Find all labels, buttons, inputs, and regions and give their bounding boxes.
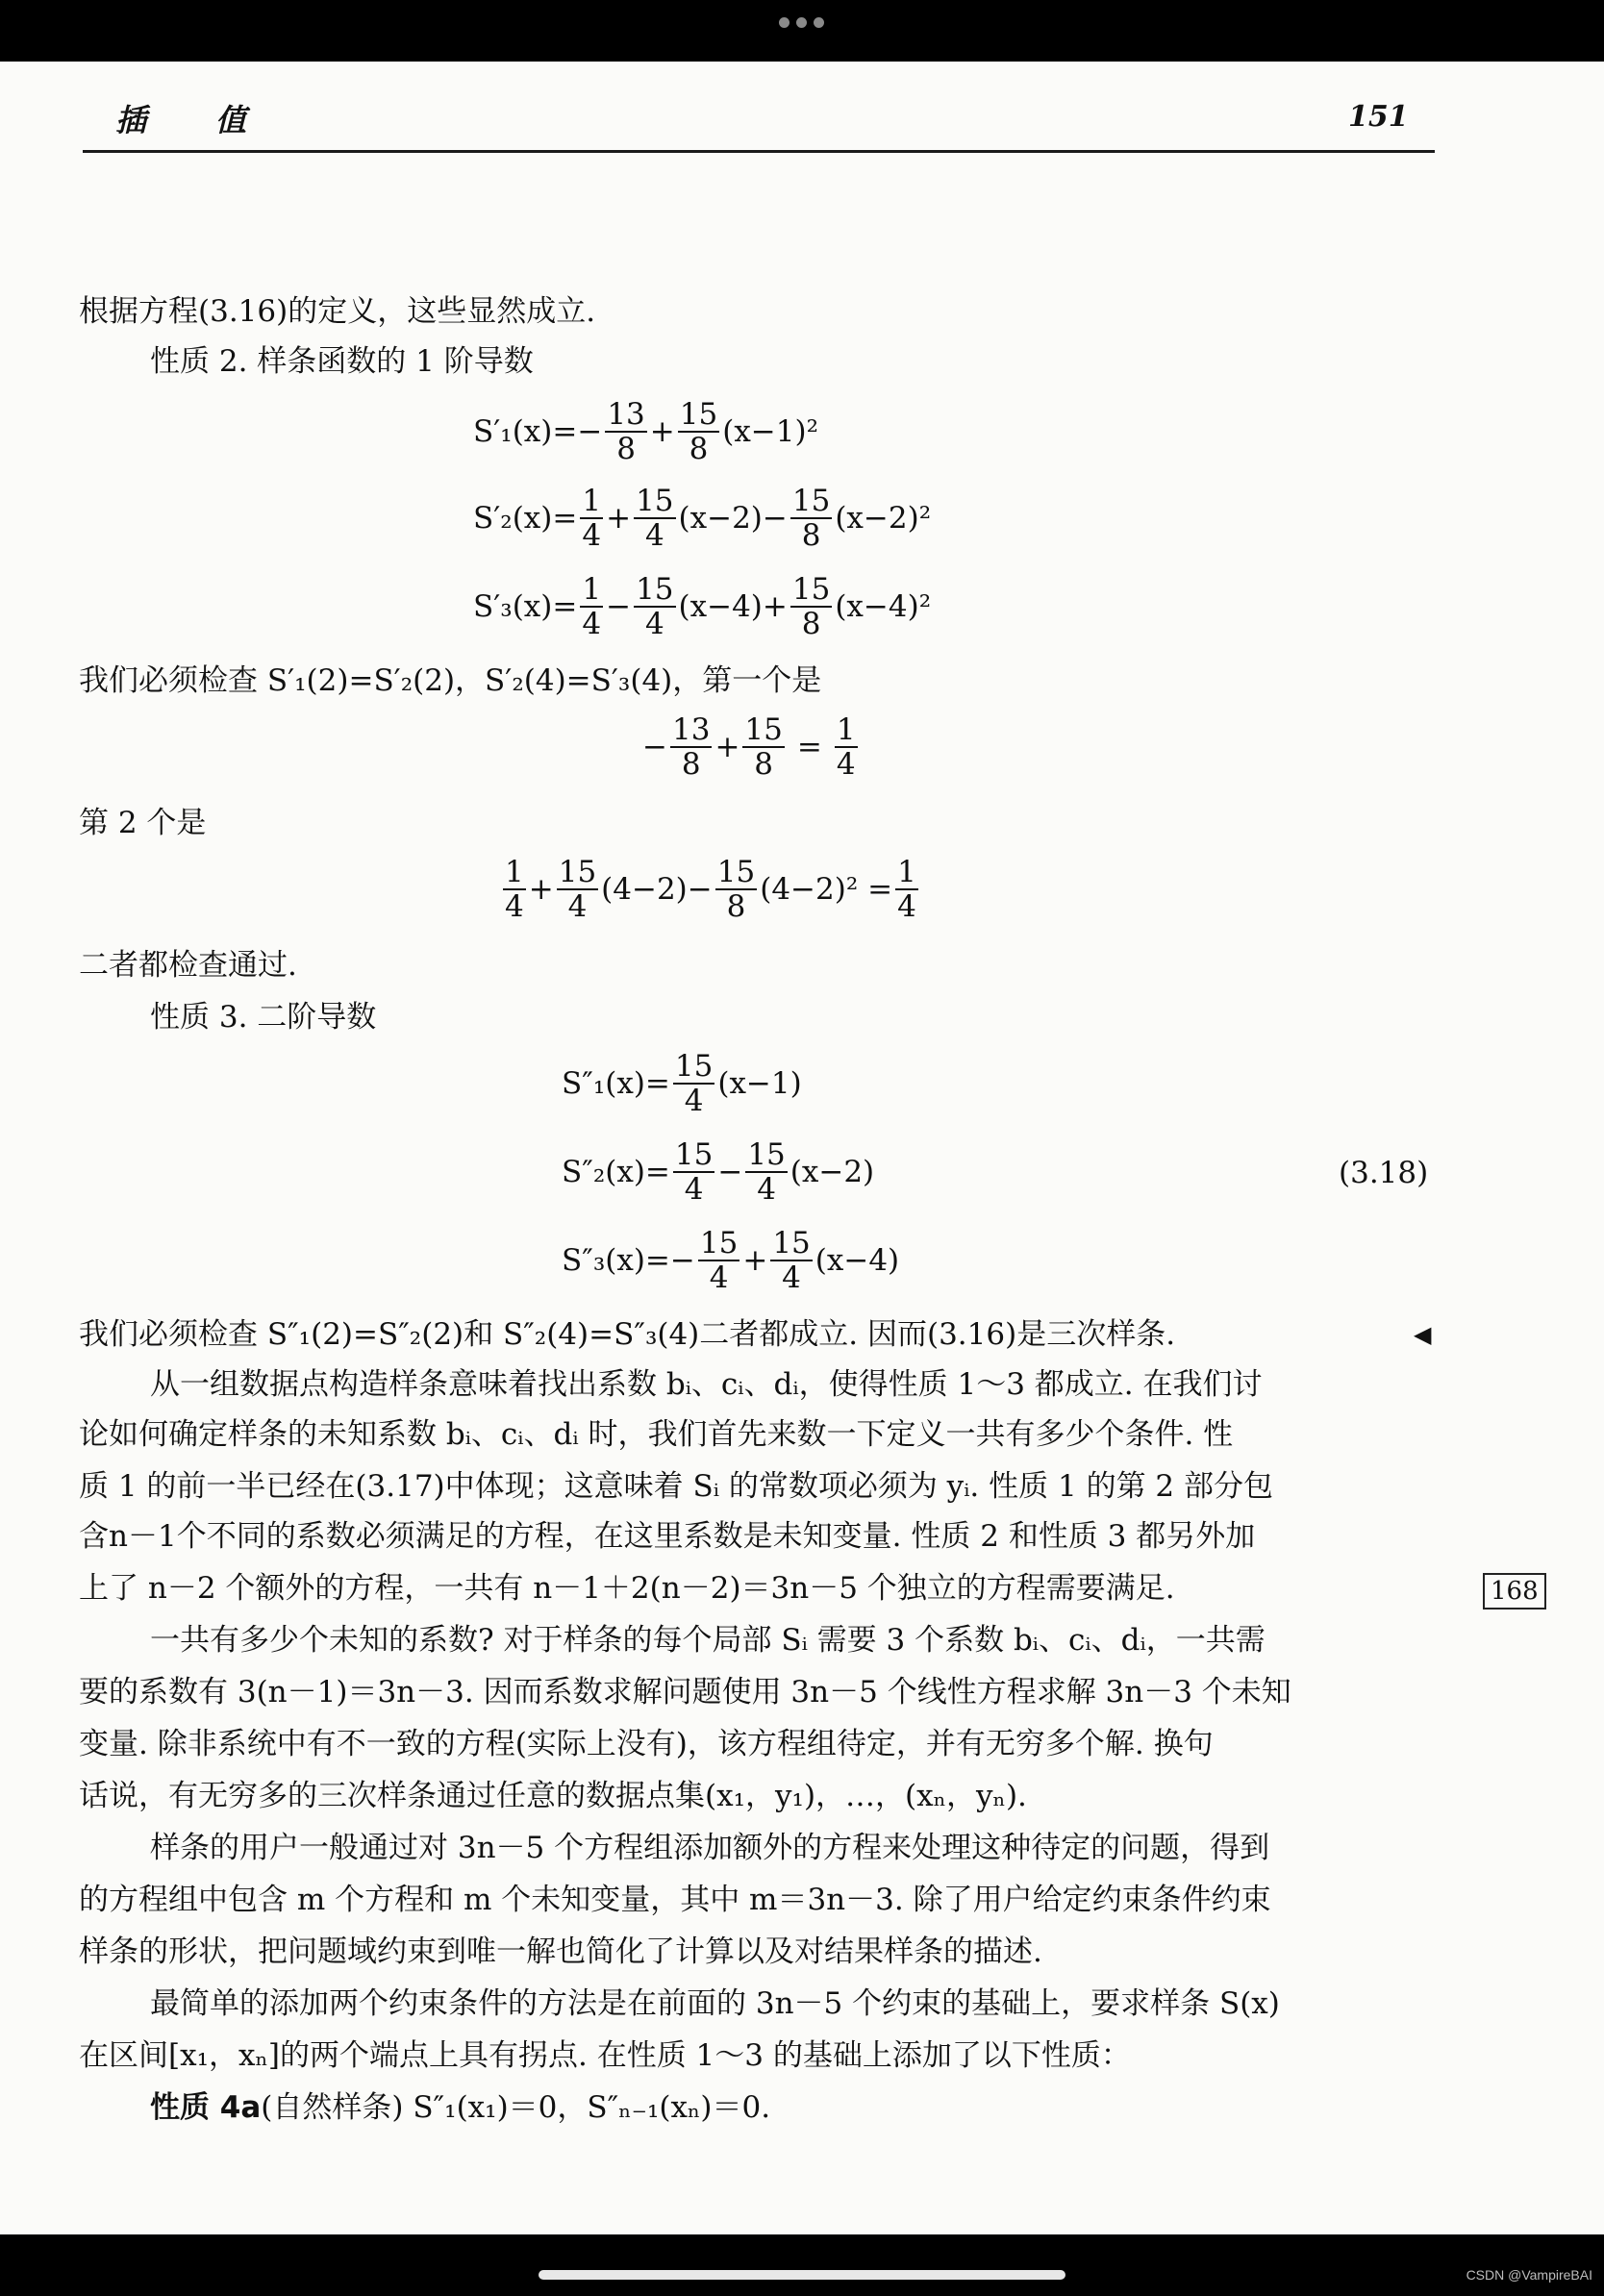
end-of-example-icon: ◀ xyxy=(1414,1321,1432,1348)
property-2-heading: 性质 2. 样条函数的 1 阶导数 xyxy=(150,344,534,379)
text-line: 二者都检查通过. xyxy=(79,948,297,983)
paragraph-3-line: 样条的形状，把问题域约束到唯一解也简化了计算以及对结果样条的描述. xyxy=(79,1934,1042,1969)
text-line: 第 2 个是 xyxy=(79,806,207,840)
page-number: 151 xyxy=(1348,100,1409,134)
top-bar xyxy=(0,0,1604,62)
equation-s1-double-prime: S″₁(x)= $\frac{15}{4}$ (x−1) xyxy=(562,1049,802,1118)
property-4a-label: 性质 4a xyxy=(150,2090,262,2125)
property-3-heading: 性质 3. 二阶导数 xyxy=(150,1000,377,1035)
equation-number: (3.18) xyxy=(1339,1156,1429,1190)
bottom-bar xyxy=(0,2234,1604,2296)
paragraph-1-line: 论如何确定样条的未知系数 bᵢ、cᵢ、dᵢ 时，我们首先来数一下定义一共有多少个条件. 性 xyxy=(79,1417,1234,1452)
check-2-equation: 1 4 + $\frac{15}{4}$ (4−2)− $\frac{15}{8}$ (4−2)² = $\frac{1}{4}$ xyxy=(505,855,916,924)
margin-page-reference: 168 xyxy=(1483,1573,1546,1610)
check-1-equation: − $\frac{13}{8}$ + $\frac{15}{8}$ = $\frac{1}{4}$ xyxy=(642,712,856,782)
text-line: 我们必须检查 S′₁(2)=S′₂(2)，S′₂(4)=S′₃(4)，第一个是 xyxy=(79,663,822,698)
running-title-b: 值 xyxy=(215,102,247,138)
property-4a-text: (自然样条) S″₁(x₁)＝0，S″ₙ₋₁(xₙ)＝0. xyxy=(261,2090,771,2125)
home-indicator[interactable] xyxy=(539,2270,1065,2280)
text-line: 根据方程(3.16)的定义，这些显然成立. xyxy=(79,294,596,329)
paragraph-3-line: 样条的用户一般通过对 3n－5 个方程组添加额外的方程来处理这种待定的问题，得到 xyxy=(150,1831,1270,1865)
property-4a-line xyxy=(150,2090,770,2125)
paragraph-2-line: 要的系数有 3(n－1)＝3n－3. 因而系数求解问题使用 3n－5 个线性方程求解 3n－3 个未知 xyxy=(79,1675,1291,1710)
paragraph-1-line: 含n－1个不同的系数必须满足的方程，在这里系数是未知变量. 性质 2 和性质 3 都另外加 xyxy=(79,1519,1256,1554)
running-title-a: 插 xyxy=(115,102,147,138)
equation-s2-prime: S′₂(x)= $\frac{1}{4}$ + $\frac{15}{4}$ (x−2)− $\frac{15}{8}$ (x−2)² xyxy=(473,484,932,553)
watermark-credit: CSDN @VampireBAI xyxy=(1466,2267,1592,2283)
more-options-icon[interactable] xyxy=(779,17,824,28)
paragraph-2-line: 一共有多少个未知的系数? 对于样条的每个局部 Sᵢ 需要 3 个系数 bᵢ、cᵢ、dᵢ，一共需 xyxy=(150,1623,1266,1658)
paragraph-1-line: 从一组数据点构造样条意味着找出系数 bᵢ、cᵢ、dᵢ，使得性质 1～3 都成立. 在我们讨 xyxy=(150,1367,1263,1402)
paragraph-2-line: 话说，有无穷多的三次样条通过任意的数据点集(x₁，y₁)，…，(xₙ，yₙ). xyxy=(79,1779,1027,1813)
equation-s1-prime: S′₁(x)=− $\frac{13}{8}$ + $\frac{15}{8}$ (x−1)² xyxy=(473,397,819,466)
paragraph-2-line: 变量. 除非系统中有不一致的方程(实际上没有)，该方程组待定，并有无穷多个解. 换句 xyxy=(79,1727,1214,1761)
equation-s2-double-prime: S″₂(x)= $\frac{15}{4}$ − $\frac{15}{4}$ (x−2) xyxy=(562,1137,875,1207)
paragraph-3-line: 的方程组中包含 m 个方程和 m 个未知变量，其中 m＝3n－3. 除了用户给定约束条件约束 xyxy=(79,1883,1271,1917)
paragraph-1-line: 上了 n－2 个额外的方程，一共有 n－1＋2(n－2)＝3n－5 个独立的方程需要满足. xyxy=(79,1571,1175,1606)
paragraph-1-line: 质 1 的前一半已经在(3.17)中体现；这意味着 Sᵢ 的常数项必须为 yᵢ. 性质 1 的第 2 部分包 xyxy=(79,1469,1273,1504)
header-rule xyxy=(83,150,1435,153)
paragraph-4-line: 最简单的添加两个约束条件的方法是在前面的 3n－5 个约束的基础上，要求样条 S(x) xyxy=(150,1986,1280,2021)
paragraph-4-line: 在区间[x₁，xₙ]的两个端点上具有拐点. 在性质 1～3 的基础上添加了以下性质： xyxy=(79,2038,1131,2073)
equation-s3-prime: S′₃(x)= $\frac{1}{4}$ − $\frac{15}{4}$ (x−4)+ $\frac{15}{8}$ (x−4)² xyxy=(473,572,932,641)
equation-s3-double-prime: S″₃(x)=− $\frac{15}{4}$ + $\frac{15}{4}$ (x−4) xyxy=(562,1226,900,1295)
text-line: 我们必须检查 S″₁(2)=S″₂(2)和 S″₂(4)=S″₃(4)二者都成立. 因而(3.16)是三次样条. xyxy=(79,1317,1176,1352)
